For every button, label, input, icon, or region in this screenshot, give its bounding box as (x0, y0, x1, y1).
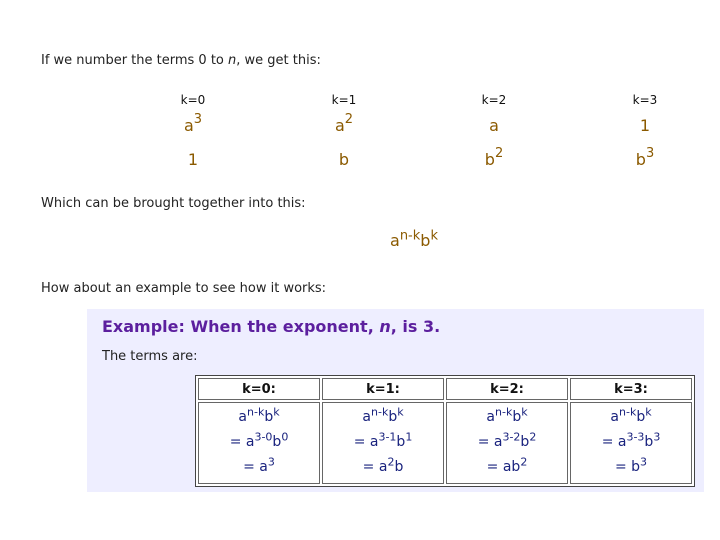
example-subtitle: The terms are: (102, 349, 198, 364)
example-intro-text: How about an example to see how it works: (41, 281, 327, 296)
example-title: Example: When the exponent, n, is 3. (102, 317, 441, 336)
table-cell-k1: $a^{n-k}b^k$ = $a^{3-1}b^1$ = $a^2b$ (322, 402, 444, 484)
term-bottom-1: b (338, 150, 350, 169)
example-box (87, 309, 704, 492)
k-label-2: k=2 (481, 93, 507, 107)
table-header-k0: k=0: (198, 378, 320, 400)
table-row (198, 402, 692, 484)
table-header-k3: k=3: (570, 378, 692, 400)
example-table (195, 375, 695, 487)
intro-text (41, 53, 321, 68)
table-header-k2: k=2: (446, 378, 568, 400)
intro-text-after: , we get this: (236, 53, 321, 68)
term-top-2: a (489, 116, 499, 135)
term-bottom-3: $b^3$ (635, 145, 655, 169)
together-text: Which can be brought together into this: (41, 196, 306, 211)
table-header-k1: k=1: (322, 378, 444, 400)
table-cell-k0: $a^{n-k}b^k$ = $a^{3-0}b^0$ = $a^3$ (198, 402, 320, 484)
intro-text-before: If we number the terms 0 to (41, 53, 229, 68)
k-label-0: k=0 (180, 93, 206, 107)
intro-variable-n: n (228, 53, 237, 68)
term-top-3: 1 (639, 116, 651, 135)
table-cell-k3: $a^{n-k}b^k$ = $a^{3-3}b^3$ = $b^3$ (570, 402, 692, 484)
k-label-1: k=1 (331, 93, 357, 107)
general-term-formula: $a^{n-k}b^k$ (390, 228, 438, 250)
table-cell-k2: $a^{n-k}b^k$ = $a^{3-2}b^2$ = $ab^2$ (446, 402, 568, 484)
term-bottom-2: $b^2$ (484, 145, 504, 169)
term-top-1: $a^2$ (334, 111, 354, 135)
term-bottom-0: 1 (187, 150, 199, 169)
term-top-0: $a^3$ (183, 111, 203, 135)
table-header-row (198, 378, 692, 400)
k-label-3: k=3 (632, 93, 658, 107)
